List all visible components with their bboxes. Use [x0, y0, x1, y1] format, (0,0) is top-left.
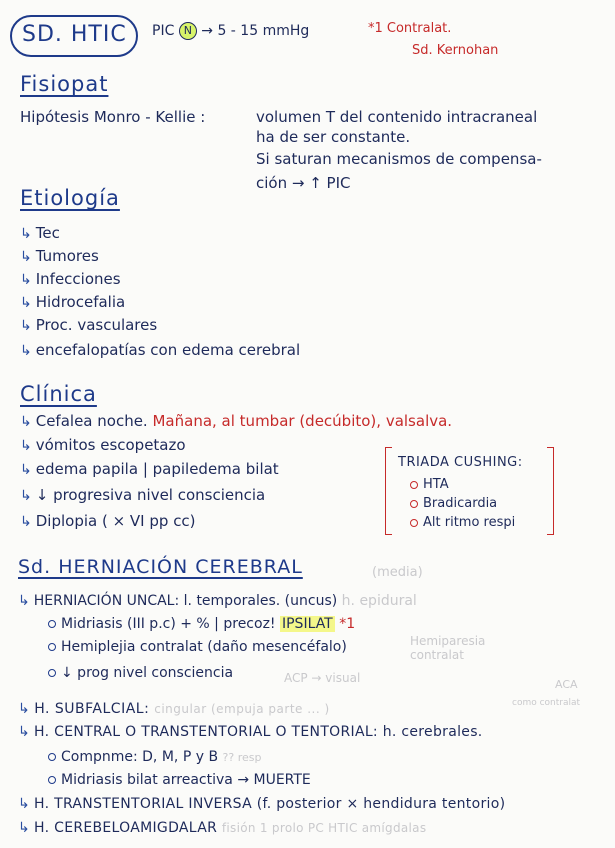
fisiopat-line-4: ción → ↑ PIC [256, 174, 351, 192]
fisiopat-line-2: ha de ser constante. [256, 128, 411, 146]
page-title: SD. HTIC [22, 22, 127, 47]
triada-item: Alt ritmo respi [410, 516, 515, 529]
bullet-icon [410, 500, 418, 508]
clinica-item: ↳ edema papila | papiledema bilat [20, 460, 279, 478]
arrow-icon: ↳ [20, 226, 32, 242]
clinica-item: ↳ vómitos escopetazo [20, 436, 186, 454]
fisiopat-heading: Fisiopat [20, 72, 109, 96]
fisiopat-line-3: Si saturan mecanismos de compensa- [256, 150, 542, 168]
triada-item: Bradicardia [410, 497, 497, 510]
etiologia-item: ↳ Proc. vasculares [20, 316, 158, 334]
arrow-icon: ↳ [20, 414, 32, 430]
central-line: ↳ H. CENTRAL O TRANSTENTORIAL O TENTORIAL: h. cerebrales. [18, 724, 483, 740]
inversa-line: ↳ H. TRANSTENTORIAL INVERSA (f. posterior × hendidura tentorio) [18, 796, 506, 812]
arrow-icon: ↳ [20, 343, 32, 359]
pic-value: → 5 - 15 mmHg [201, 23, 310, 39]
arrow-icon: ↳ [18, 701, 31, 717]
faint-acp: ACP → visual [284, 671, 361, 685]
clinica-item: ↳ Cefalea noche. Mañana, al tumbar (decúbito), valsalva. [20, 412, 453, 430]
arrow-icon: ↳ [20, 295, 32, 311]
arrow-icon: ↳ [20, 249, 32, 265]
clinica-heading: Clínica [20, 382, 97, 406]
clinica-item: ↳ Diplopia ( × VI pp cc) [20, 512, 196, 530]
bullet-icon [410, 481, 418, 489]
etiologia-heading: Etiología [20, 186, 120, 210]
faint-media: (media) [372, 565, 423, 580]
central-item: Compnme: D, M, P y B ?? resp [48, 750, 261, 764]
subfalcial-line: ↳ H. SUBFALCIAL: cingular (empuja parte ... ) [18, 701, 330, 717]
pic-line [152, 22, 309, 40]
bullet-icon [48, 753, 56, 761]
triada-bracket-right [547, 447, 554, 535]
herniacion-heading: Sd. HERNIACIÓN CEREBRAL [18, 556, 303, 578]
uncal-line: ↳ HERNIACIÓN UNCAL: l. temporales. (uncus) h. epidural [18, 593, 417, 609]
como-note: como contralat [512, 698, 581, 708]
triada-title: TRIADA CUSHING: [398, 455, 523, 470]
arrow-icon: ↳ [18, 796, 31, 812]
bullet-icon [410, 519, 418, 527]
fisiopat-label: Hipótesis Monro - Kellie : [20, 108, 206, 126]
triada-item: HTA [410, 478, 449, 491]
arrow-icon: ↳ [18, 593, 30, 609]
arrow-icon: ↳ [18, 724, 31, 740]
etiologia-item: ↳ Tumores [20, 247, 99, 265]
cerebelo-line: ↳ H. CEREBELOAMIGDALAR fisión 1 prolo PC HTIC amígdalas [18, 820, 427, 836]
uncal-item: Hemiplejia contralat (daño mesencéfalo) [48, 640, 347, 654]
clinica-item: ↳ ↓ progresiva nivel consciencia [20, 486, 266, 504]
etiologia-item: ↳ Tec [20, 224, 60, 242]
fisiopat-line-1: volumen T del contenido intracraneal [256, 108, 538, 126]
arrow-icon: ↳ [20, 438, 32, 454]
pic-n-badge: N [179, 22, 197, 40]
etiologia-item: ↳ encefalopatías con edema cerebral [20, 341, 301, 359]
uncal-item: ↓ prog nivel consciencia [48, 666, 233, 680]
etiologia-item: ↳ Infecciones [20, 270, 121, 288]
bullet-icon [48, 776, 56, 784]
header-note-1: *1 Contralat. [368, 21, 452, 36]
bullet-icon [48, 669, 56, 677]
etiologia-item: ↳ Hidrocefalia [20, 293, 126, 311]
arrow-icon: ↳ [20, 514, 32, 530]
arrow-icon: ↳ [20, 318, 32, 334]
pic-prefix: PIC [152, 23, 175, 39]
bullet-icon [48, 643, 56, 651]
arrow-icon: ↳ [20, 488, 32, 504]
arrow-icon: ↳ [20, 272, 32, 288]
uncal-item: Midriasis (III p.c) + % | precoz! IPSILAT *1 [48, 617, 355, 631]
central-item: Midriasis bilat arreactiva → MUERTE [48, 773, 311, 787]
arrow-icon: ↳ [18, 820, 31, 836]
bullet-icon [48, 620, 56, 628]
faint-hemiparesia: Hemiparesia contralat [410, 634, 486, 662]
arrow-icon: ↳ [20, 462, 32, 478]
triada-bracket-left [385, 447, 392, 535]
header-note-2: Sd. Kernohan [412, 43, 499, 58]
aca-note: ACA [555, 678, 578, 691]
